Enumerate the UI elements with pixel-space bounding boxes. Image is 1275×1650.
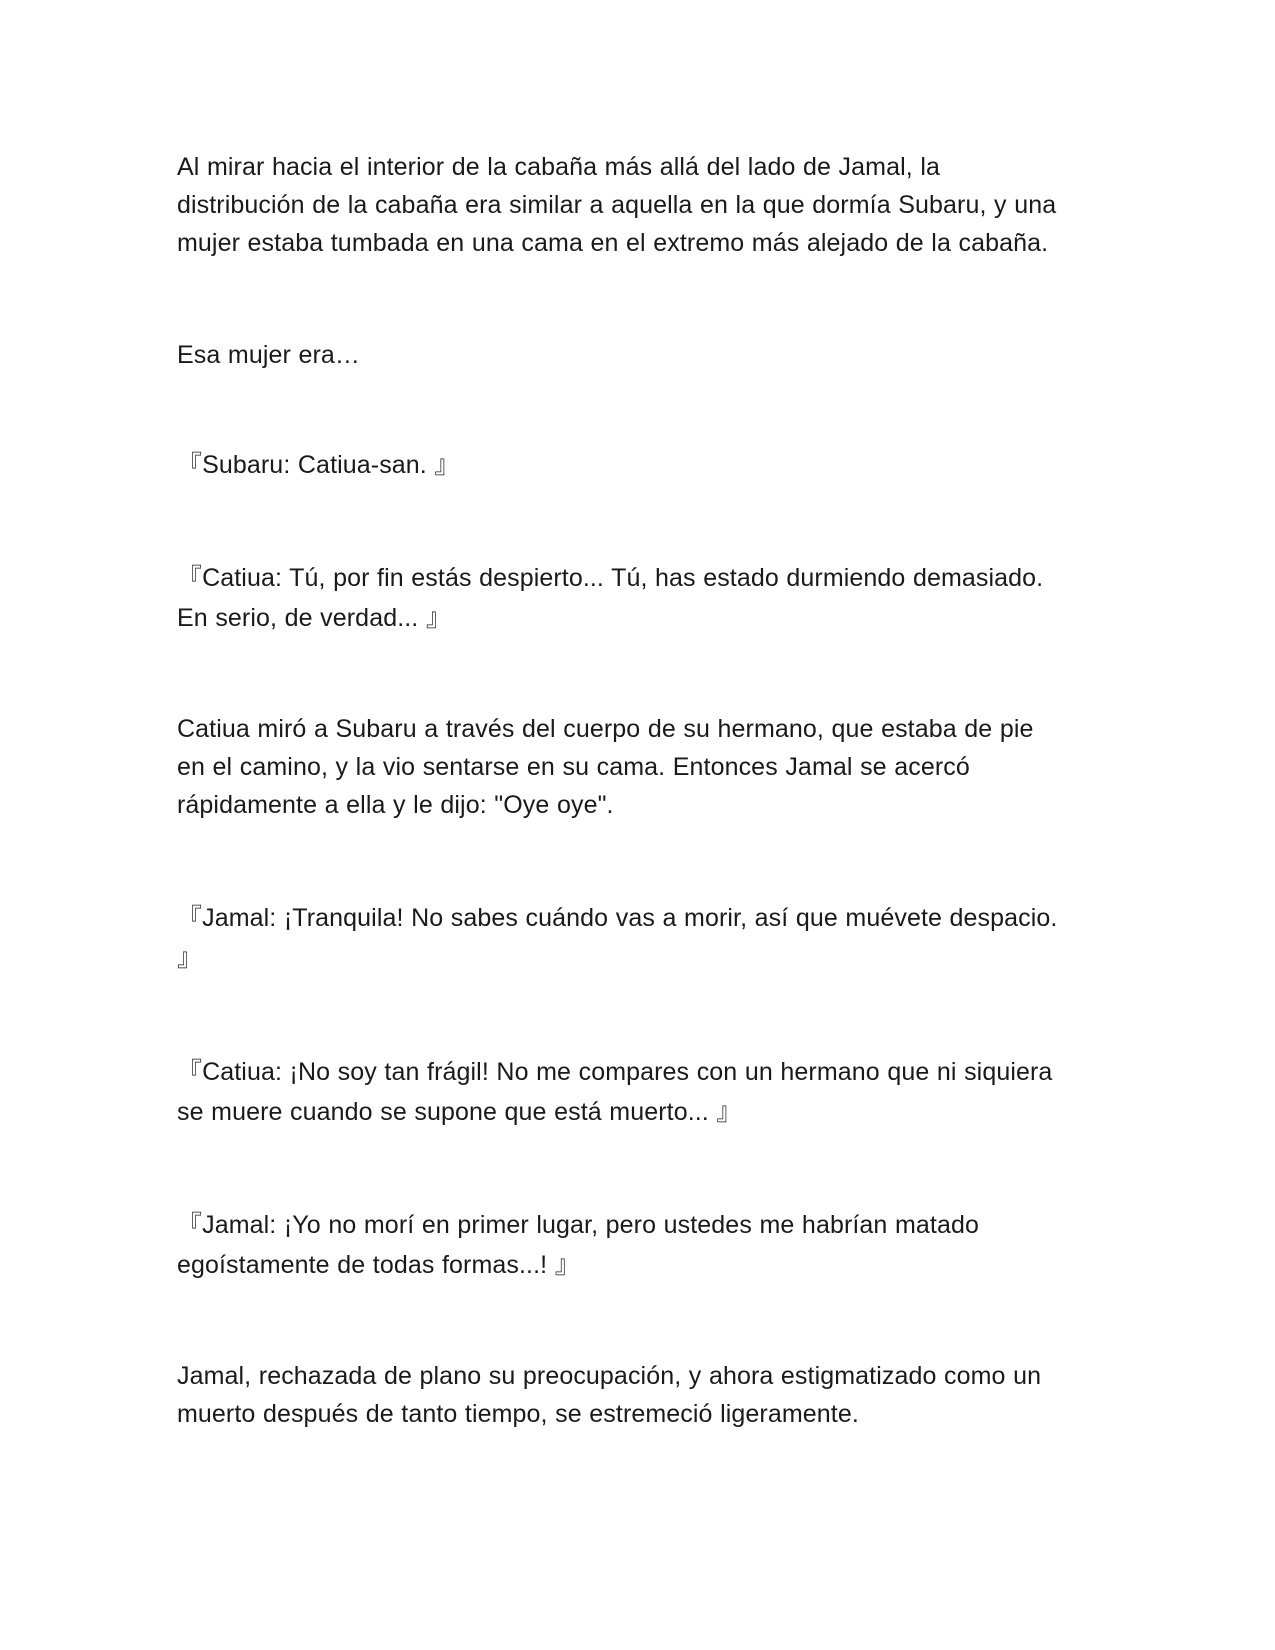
text-line: Al mirar hacia el interior de la cabaña más allá del lado de Jamal, la: [177, 153, 940, 181]
text-line: 』: [177, 944, 203, 972]
dialogue-jamal-2: [177, 1205, 1107, 1285]
text-line: Jamal, rechazada de plano su preocupación, y ahora estigmatizado como un: [177, 1362, 1042, 1390]
narration-paragraph-2: [177, 336, 1107, 374]
text-line: 『Subaru: Catiua-san. 』: [177, 451, 460, 479]
narration-paragraph-4: [177, 1357, 1107, 1433]
text-line: rápidamente a ella y le dijo: "Oye oye".: [177, 791, 614, 819]
text-line: muerto después de tanto tiempo, se estremeció ligeramente.: [177, 1400, 859, 1428]
text-line: mujer estaba tumbada en una cama en el extremo más alejado de la cabaña.: [177, 229, 1049, 257]
text-line: 『Catiua: Tú, por fin estás despierto... Tú, has estado durmiendo demasiado.: [177, 564, 1044, 592]
text-line: Catiua miró a Subaru a través del cuerpo de su hermano, que estaba de pie: [177, 715, 1034, 743]
dialogue-subaru: [177, 446, 1107, 484]
dialogue-catiua-2: [177, 1052, 1107, 1132]
text-line: 『Catiua: ¡No soy tan frágil! No me compares con un hermano que ni siquiera: [177, 1058, 1053, 1086]
text-line: Esa mujer era…: [177, 341, 361, 369]
text-line: egoístamente de todas formas...! 』: [177, 1251, 580, 1279]
text-line: distribución de la cabaña era similar a aquella en la que dormía Subaru, y una: [177, 191, 1057, 219]
dialogue-jamal-1: [177, 898, 1107, 978]
text-line: 『Jamal: ¡Yo no morí en primer lugar, pero ustedes me habrían matado: [177, 1211, 979, 1239]
text-line: se muere cuando se supone que está muerto... 』: [177, 1098, 742, 1126]
text-line: en el camino, y la vio sentarse en su cama. Entonces Jamal se acercó: [177, 753, 970, 781]
dialogue-catiua-1: [177, 558, 1107, 638]
narration-paragraph-3: [177, 710, 1107, 824]
text-line: 『Jamal: ¡Tranquila! No sabes cuándo vas a morir, así que muévete despacio.: [177, 904, 1058, 932]
narration-paragraph-1: [177, 148, 1107, 262]
text-line: En serio, de verdad... 』: [177, 604, 451, 632]
